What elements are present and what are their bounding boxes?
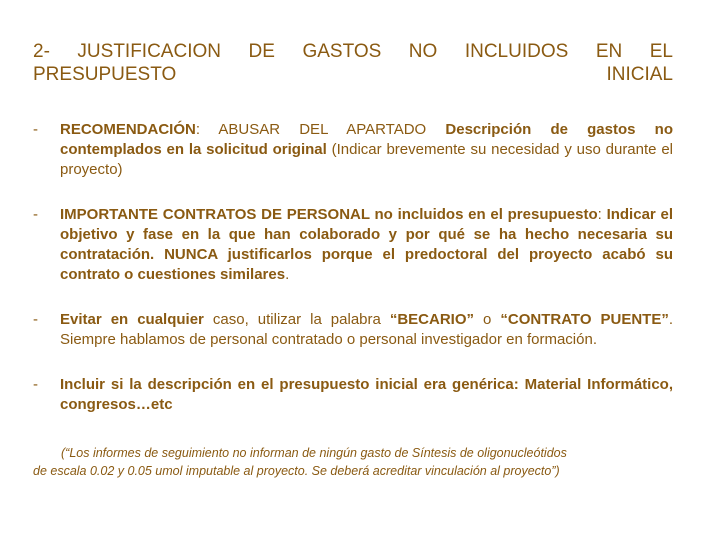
bullet-dash: - <box>33 376 38 393</box>
bullet-dash: - <box>33 121 38 138</box>
bullet-bold-text: RECOMENDACIÓN <box>60 121 196 138</box>
bullet-plain-text: caso, utilizar la palabra <box>203 311 390 328</box>
bullet-text <box>60 310 673 350</box>
bullet-text <box>60 375 673 415</box>
note-line-1: (“Los informes de seguimiento no informan de ningún gasto de Síntesis de oligonucleótidos <box>61 446 567 460</box>
title-line-2-right: INICIAL <box>606 64 673 85</box>
bullet-dash: - <box>33 206 38 223</box>
bullet-bold-text: “BECARIO” <box>389 311 475 328</box>
bullet-list <box>33 120 673 415</box>
example-note <box>33 444 673 480</box>
note-line-2: de escala 0.02 y 0.05 umol imputable al proyecto. Se deberá acreditar vinculación al proyecto”) <box>33 464 560 478</box>
bullet-bold-text: Indicar el objetivo y fase en la que han colaborado y por qué se ha hecho necesaria su contratación. NUNCA justificarlos porque el predoctoral del proyecto acabó su contrato o cuestiones similares <box>60 206 673 283</box>
bullet-plain-text: : <box>597 206 607 223</box>
bullet-text <box>60 120 673 180</box>
bullet-plain-text: : ABUSAR DEL APARTADO <box>195 121 446 138</box>
title-line-2-left: PRESUPUESTO <box>33 64 177 85</box>
title-line-1: 2- JUSTIFICACION DE GASTOS NO INCLUIDOS EN EL <box>33 41 673 62</box>
bullet-bold-text: Descripción de gastos no contemplados en la solicitud original <box>60 121 673 158</box>
bullet-plain-text: . Siempre hablamos de personal contratado o personal investigador en formación. <box>60 311 674 348</box>
bullet-bold-text: “CONTRATO PUENTE” <box>500 311 669 328</box>
slide-title <box>33 40 673 86</box>
bullet-evitar-becario <box>33 310 673 350</box>
title-line-2 <box>33 63 673 86</box>
bullet-plain-text: . <box>285 266 290 283</box>
bullet-contratos-personal <box>33 205 673 285</box>
bullet-bold-text: Evitar en cualquier <box>60 311 204 328</box>
bullet-bold-text: IMPORTANTE CONTRATOS DE PERSONAL no incluidos en el presupuesto <box>60 206 598 223</box>
bullet-dash: - <box>33 311 38 328</box>
bullet-recomendacion <box>33 120 673 180</box>
bullet-plain-text: o <box>474 311 501 328</box>
bullet-text <box>60 205 673 285</box>
bullet-descripcion-generica <box>33 375 673 415</box>
bullet-plain-text: (Indicar brevemente su necesidad y uso durante el proyecto) <box>60 141 673 178</box>
bullet-bold-text: Incluir si la descripción en el presupuesto inicial era genérica: Material Informático, congresos…etc <box>60 376 673 413</box>
